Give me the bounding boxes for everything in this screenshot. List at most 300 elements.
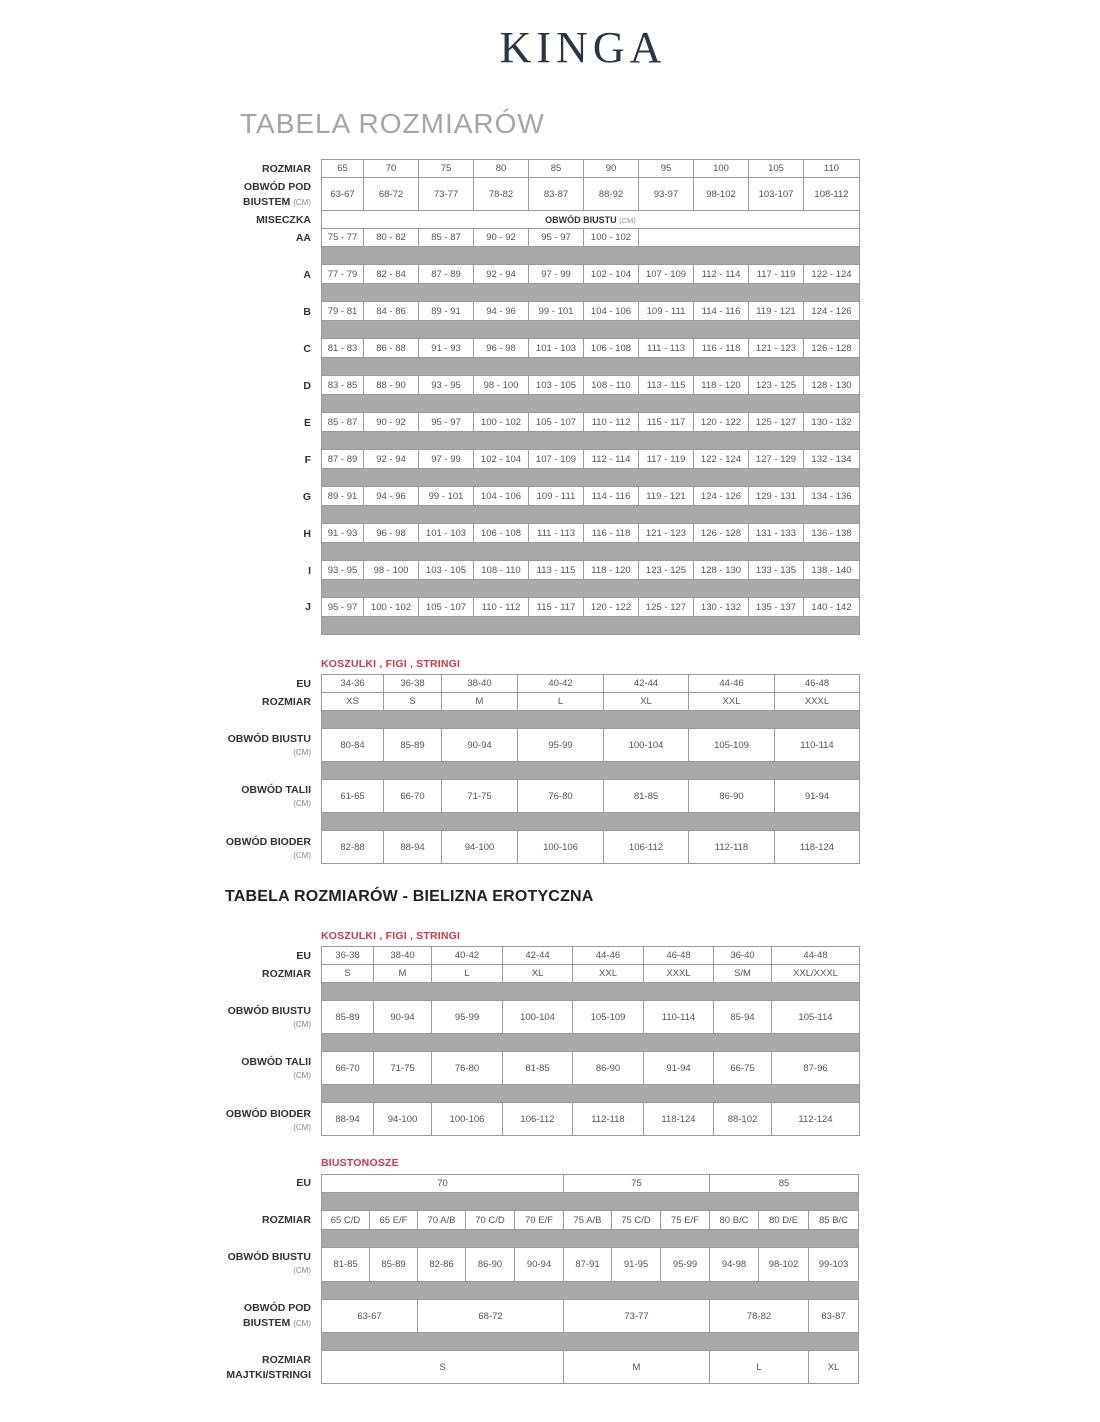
separator-cell	[322, 321, 860, 339]
bust-cell: 82-86	[418, 1248, 466, 1282]
size-cell: 70 E/F	[515, 1211, 564, 1230]
size-cell: 80	[474, 160, 529, 178]
eu-row	[322, 1175, 859, 1193]
bust-row	[322, 1001, 860, 1034]
waist-cell: 87-96	[772, 1052, 860, 1085]
separator-row	[322, 1193, 859, 1211]
cup-label: F	[304, 454, 311, 466]
cup-row	[322, 302, 860, 321]
bust-cell: 99 - 101	[419, 487, 474, 506]
separator-cell	[322, 247, 860, 265]
separator-cell	[322, 580, 860, 598]
bras-subtitle: BIUSTONOSZE	[321, 1157, 399, 1169]
separator-cell	[322, 358, 860, 376]
separator-cell	[322, 1230, 859, 1248]
label-size: ROZMIAR	[262, 968, 311, 980]
bust-cell: 77 - 79	[322, 265, 364, 284]
waist-row	[322, 780, 860, 813]
bust-cell: 123 - 125	[749, 376, 804, 395]
separator-cell	[322, 1333, 859, 1351]
bust-cell: 112 - 114	[694, 265, 749, 284]
bust-cell: 96 - 98	[474, 339, 529, 358]
panty-cell: M	[564, 1351, 710, 1384]
bust-cell: 103 - 105	[419, 561, 474, 580]
bust-cell: 134 - 136	[804, 487, 860, 506]
bust-cell: 96 - 98	[364, 524, 419, 543]
waist-cell: 61-65	[322, 780, 384, 813]
empty-cell	[639, 229, 860, 247]
bust-cell: 125 - 127	[639, 598, 694, 617]
bust-cell: 80 - 82	[364, 229, 419, 247]
bust-cell: 122 - 124	[804, 265, 860, 284]
bust-cell: 98-102	[759, 1248, 809, 1282]
bras-size-table	[321, 1174, 859, 1384]
size-row	[322, 1211, 859, 1230]
hips-cell: 88-94	[322, 1103, 374, 1136]
panty-cell: L	[710, 1351, 809, 1384]
hips-cell: 100-106	[518, 831, 604, 864]
bust-cell: 93 - 95	[322, 561, 364, 580]
bust-cell: 123 - 125	[639, 561, 694, 580]
bust-cell: 82 - 84	[364, 265, 419, 284]
size-cell: 65	[322, 160, 364, 178]
underbust-cell: 68-72	[364, 178, 419, 211]
bust-cell: 130 - 132	[694, 598, 749, 617]
bust-cell: 110-114	[775, 729, 860, 762]
hips-row	[322, 831, 860, 864]
bust-cell: 90 - 92	[474, 229, 529, 247]
eu-cell: 36-38	[384, 675, 442, 693]
waist-cell: 91-94	[644, 1052, 714, 1085]
separator-cell	[322, 1282, 859, 1300]
separator-cell	[322, 1085, 860, 1103]
eu-cell: 44-48	[772, 947, 860, 965]
panty-cell: S	[322, 1351, 564, 1384]
separator-cell	[322, 711, 860, 729]
bust-cell: 105-109	[573, 1001, 644, 1034]
size-cell: L	[432, 965, 503, 983]
separator-row	[322, 247, 860, 265]
bust-cell: 80-84	[322, 729, 384, 762]
bust-cell: 105-114	[772, 1001, 860, 1034]
underbust-cell: 83-87	[529, 178, 584, 211]
bust-cell: 91-95	[612, 1248, 661, 1282]
bust-cell: 114 - 116	[694, 302, 749, 321]
separator-row	[322, 506, 860, 524]
bust-cell: 116 - 118	[694, 339, 749, 358]
bust-cell: 94-98	[710, 1248, 759, 1282]
underbust-cell: 73-77	[564, 1300, 710, 1333]
separator-cell	[322, 983, 860, 1001]
separator-row	[322, 580, 860, 598]
label-waist: OBWÓD TALII (CM)	[241, 1056, 311, 1080]
eu-cell: 44-46	[573, 947, 644, 965]
eu-cell: 46-48	[644, 947, 714, 965]
bust-cell: 124 - 126	[804, 302, 860, 321]
bust-cell: 114 - 116	[584, 487, 639, 506]
bust-cell: 108 - 110	[584, 376, 639, 395]
size-cell: XS	[322, 693, 384, 711]
underbust-cell: 78-82	[474, 178, 529, 211]
underbust-row	[322, 178, 860, 211]
bust-cell: 81-85	[322, 1248, 370, 1282]
bust-header-cell: OBWÓD BIUSTU (CM)	[322, 211, 860, 229]
eu-cell: 34-36	[322, 675, 384, 693]
eu-cell: 75	[564, 1175, 710, 1193]
bust-cell: 95 - 97	[322, 598, 364, 617]
bust-cell: 97 - 99	[419, 450, 474, 469]
bust-cell: 116 - 118	[584, 524, 639, 543]
label-size: ROZMIAR	[262, 163, 311, 175]
cup-label: A	[303, 269, 311, 281]
cup-label: G	[302, 491, 311, 503]
label-bust: OBWÓD BIUSTU (CM)	[227, 1005, 311, 1029]
eu-cell: 40-42	[432, 947, 503, 965]
waist-cell: 81-85	[503, 1052, 573, 1085]
separator-row	[322, 395, 860, 413]
size-cell: S	[322, 965, 374, 983]
underbust-cell: 88-92	[584, 178, 639, 211]
eu-cell: 38-40	[374, 947, 432, 965]
bust-cell: 97 - 99	[529, 265, 584, 284]
size-cell: 80 D/E	[759, 1211, 809, 1230]
bust-cell: 106 - 108	[584, 339, 639, 358]
cup-row	[322, 376, 860, 395]
bust-cell: 95-99	[432, 1001, 503, 1034]
bust-cell: 83 - 85	[322, 376, 364, 395]
bust-cell: 90-94	[442, 729, 518, 762]
bust-cell: 91 - 93	[419, 339, 474, 358]
bust-cell: 109 - 111	[529, 487, 584, 506]
bust-cell: 119 - 121	[749, 302, 804, 321]
bust-cell: 85-89	[322, 1001, 374, 1034]
separator-cell	[322, 432, 860, 450]
hips-cell: 106-112	[503, 1103, 573, 1136]
bust-cell: 129 - 131	[749, 487, 804, 506]
size-cell: 110	[804, 160, 860, 178]
bust-cell: 91 - 93	[322, 524, 364, 543]
bust-cell: 113 - 115	[639, 376, 694, 395]
label-underbust: OBWÓD POD BIUSTEM (CM)	[243, 181, 311, 208]
bust-cell: 100 - 102	[364, 598, 419, 617]
underbust-cell: 63-67	[322, 1300, 418, 1333]
bust-cell: 88 - 90	[364, 376, 419, 395]
bust-cell: 89 - 91	[322, 487, 364, 506]
cup-label: D	[303, 380, 311, 392]
separator-cell	[322, 617, 860, 635]
bust-cell: 85-89	[384, 729, 442, 762]
cup-row	[322, 561, 860, 580]
size-cell: XXXL	[775, 693, 860, 711]
bust-cell: 111 - 113	[529, 524, 584, 543]
size-cell: 65 E/F	[370, 1211, 418, 1230]
label-waist: OBWÓD TALII (CM)	[241, 784, 311, 808]
eu-cell: 42-44	[604, 675, 689, 693]
hips-cell: 106-112	[604, 831, 689, 864]
separator-row	[322, 469, 860, 487]
separator-cell	[322, 543, 860, 561]
separator-row	[322, 1034, 860, 1052]
hips-cell: 118-124	[644, 1103, 714, 1136]
bust-header-row	[322, 211, 860, 229]
separator-cell	[322, 395, 860, 413]
waist-cell: 86-90	[689, 780, 775, 813]
bust-cell: 105 - 107	[529, 413, 584, 432]
bust-cell: 102 - 104	[474, 450, 529, 469]
eu-cell: 40-42	[518, 675, 604, 693]
bra-size-table	[321, 159, 860, 635]
cup-row	[322, 598, 860, 617]
bust-cell: 124 - 126	[694, 487, 749, 506]
bust-cell: 126 - 128	[694, 524, 749, 543]
label-cup: MISECZKA	[256, 214, 311, 226]
tops-subtitle: KOSZULKI , FIGI , STRINGI	[321, 658, 461, 670]
bust-cell: 81 - 83	[322, 339, 364, 358]
waist-cell: 76-80	[432, 1052, 503, 1085]
size-row	[322, 965, 860, 983]
size-cell: 65 C/D	[322, 1211, 370, 1230]
size-cell: L	[518, 693, 604, 711]
bust-cell: 111 - 113	[639, 339, 694, 358]
bust-cell: 119 - 121	[639, 487, 694, 506]
bust-cell: 85-89	[370, 1248, 418, 1282]
separator-cell	[322, 469, 860, 487]
bust-cell: 110 - 112	[584, 413, 639, 432]
label-hips: OBWÓD BIODER (CM)	[225, 836, 311, 860]
bras-label-panty: ROZMIAR MAJTKI/STRINGI	[226, 1354, 311, 1381]
bust-cell: 101 - 103	[419, 524, 474, 543]
eu-cell: 42-44	[503, 947, 573, 965]
waist-cell: 66-70	[384, 780, 442, 813]
bust-cell: 105-109	[689, 729, 775, 762]
size-cell: 105	[749, 160, 804, 178]
separator-row	[322, 1085, 860, 1103]
size-cell: 70 C/D	[466, 1211, 515, 1230]
bust-cell: 86 - 88	[364, 339, 419, 358]
bras-label-underbust: OBWÓD POD BIUSTEM (CM)	[243, 1302, 311, 1329]
eu-cell: 44-46	[689, 675, 775, 693]
separator-cell	[322, 284, 860, 302]
bust-cell: 86-90	[466, 1248, 515, 1282]
bust-cell: 133 - 135	[749, 561, 804, 580]
underbust-cell: 93-97	[639, 178, 694, 211]
bust-cell: 120 - 122	[584, 598, 639, 617]
separator-row	[322, 983, 860, 1001]
cup-row	[322, 487, 860, 506]
bust-cell: 121 - 123	[639, 524, 694, 543]
bust-row	[322, 729, 860, 762]
separator-cell	[322, 1034, 860, 1052]
bust-cell: 105 - 107	[419, 598, 474, 617]
bust-cell: 90-94	[374, 1001, 432, 1034]
size-cell: XL	[503, 965, 573, 983]
bust-cell: 122 - 124	[694, 450, 749, 469]
cup-row	[322, 339, 860, 358]
size-cell: 75 A/B	[564, 1211, 612, 1230]
bust-cell: 85 - 87	[322, 413, 364, 432]
waist-cell: 71-75	[442, 780, 518, 813]
hips-cell: 112-118	[689, 831, 775, 864]
bust-cell: 136 - 138	[804, 524, 860, 543]
bust-cell: 104 - 106	[584, 302, 639, 321]
bust-cell: 98 - 100	[364, 561, 419, 580]
separator-row	[322, 1333, 859, 1351]
underbust-row	[322, 1300, 859, 1333]
size-cell: 75 C/D	[612, 1211, 661, 1230]
tops-size-table	[321, 674, 860, 864]
size-cell: 85	[529, 160, 584, 178]
underbust-cell: 98-102	[694, 178, 749, 211]
size-cell: M	[374, 965, 432, 983]
waist-cell: 81-85	[604, 780, 689, 813]
bust-cell: 106 - 108	[474, 524, 529, 543]
bust-cell: 100-104	[503, 1001, 573, 1034]
separator-cell	[322, 506, 860, 524]
cup-row	[322, 229, 860, 247]
bust-cell: 84 - 86	[364, 302, 419, 321]
bust-cell: 90-94	[515, 1248, 564, 1282]
bust-cell: 87-91	[564, 1248, 612, 1282]
size-cell: XXL	[573, 965, 644, 983]
size-cell: 90	[584, 160, 639, 178]
bust-cell: 95 - 97	[529, 229, 584, 247]
bust-cell: 132 - 134	[804, 450, 860, 469]
hips-cell: 112-118	[573, 1103, 644, 1136]
bust-cell: 110 - 112	[474, 598, 529, 617]
cup-label: B	[303, 306, 311, 318]
bust-row	[322, 1248, 859, 1282]
cup-row	[322, 265, 860, 284]
bust-cell: 110-114	[644, 1001, 714, 1034]
panty-row	[322, 1351, 859, 1384]
bust-cell: 109 - 111	[639, 302, 694, 321]
sizes-row	[322, 160, 860, 178]
hips-cell: 100-106	[432, 1103, 503, 1136]
bust-cell: 118 - 120	[694, 376, 749, 395]
hips-cell: 82-88	[322, 831, 384, 864]
size-cell: XL	[604, 693, 689, 711]
waist-cell: 71-75	[374, 1052, 432, 1085]
bust-cell: 95-99	[518, 729, 604, 762]
erotic-section-title: TABELA ROZMIARÓW - BIELIZNA EROTYCZNA	[225, 888, 594, 905]
size-cell: XXL/XXXL	[772, 965, 860, 983]
bust-cell: 99 - 101	[529, 302, 584, 321]
separator-row	[322, 321, 860, 339]
waist-cell: 91-94	[775, 780, 860, 813]
underbust-cell: 68-72	[418, 1300, 564, 1333]
separator-cell	[322, 813, 860, 831]
bras-label-size: ROZMIAR	[262, 1214, 311, 1226]
bust-cell: 101 - 103	[529, 339, 584, 358]
size-cell: S/M	[714, 965, 772, 983]
bust-cell: 115 - 117	[529, 598, 584, 617]
separator-row	[322, 1282, 859, 1300]
waist-cell: 66-75	[714, 1052, 772, 1085]
bust-cell: 100 - 102	[584, 229, 639, 247]
size-cell: XXL	[689, 693, 775, 711]
cup-label: E	[303, 417, 311, 429]
page-title: TABELA ROZMIARÓW	[240, 108, 545, 139]
bust-cell: 117 - 119	[749, 265, 804, 284]
bust-cell: 135 - 137	[749, 598, 804, 617]
cup-row	[322, 450, 860, 469]
size-row	[322, 693, 860, 711]
size-cell: 100	[694, 160, 749, 178]
label-bust: OBWÓD BIUSTU (CM)	[227, 733, 311, 757]
bust-cell: 89 - 91	[419, 302, 474, 321]
underbust-cell: 63-67	[322, 178, 364, 211]
size-cell: 80 B/C	[710, 1211, 759, 1230]
hips-row	[322, 1103, 860, 1136]
bust-cell: 128 - 130	[694, 561, 749, 580]
size-cell: 75 E/F	[661, 1211, 710, 1230]
bust-cell: 103 - 105	[529, 376, 584, 395]
bust-cell: 121 - 123	[749, 339, 804, 358]
bust-cell: 115 - 117	[639, 413, 694, 432]
separator-row	[322, 432, 860, 450]
underbust-cell: 78-82	[710, 1300, 809, 1333]
eu-cell: 70	[322, 1175, 564, 1193]
bust-cell: 138 - 140	[804, 561, 860, 580]
eu-cell: 36-38	[322, 947, 374, 965]
bust-cell: 107 - 109	[639, 265, 694, 284]
bust-cell: 131 - 133	[749, 524, 804, 543]
bust-cell: 87 - 89	[322, 450, 364, 469]
erotic-size-table	[321, 946, 860, 1136]
cup-row	[322, 413, 860, 432]
bust-cell: 118 - 120	[584, 561, 639, 580]
separator-row	[322, 762, 860, 780]
bust-cell: 100-104	[604, 729, 689, 762]
waist-cell: 86-90	[573, 1052, 644, 1085]
bust-cell: 112 - 114	[584, 450, 639, 469]
bust-cell: 113 - 115	[529, 561, 584, 580]
label-size: ROZMIAR	[262, 696, 311, 708]
hips-cell: 94-100	[442, 831, 518, 864]
bust-cell: 117 - 119	[639, 450, 694, 469]
bust-cell: 120 - 122	[694, 413, 749, 432]
size-cell: 75	[419, 160, 474, 178]
separator-row	[322, 711, 860, 729]
eu-row	[322, 675, 860, 693]
cup-label: C	[303, 343, 311, 355]
bust-cell: 93 - 95	[419, 376, 474, 395]
separator-row	[322, 358, 860, 376]
waist-row	[322, 1052, 860, 1085]
size-cell: XXXL	[644, 965, 714, 983]
bust-cell: 90 - 92	[364, 413, 419, 432]
bust-cell: 100 - 102	[474, 413, 529, 432]
size-cell: M	[442, 693, 518, 711]
waist-cell: 76-80	[518, 780, 604, 813]
size-cell: 95	[639, 160, 694, 178]
bust-cell: 94 - 96	[364, 487, 419, 506]
eu-cell: 46-48	[775, 675, 860, 693]
bust-cell: 128 - 130	[804, 376, 860, 395]
size-cell: S	[384, 693, 442, 711]
bust-cell: 102 - 104	[584, 265, 639, 284]
bust-cell: 125 - 127	[749, 413, 804, 432]
separator-cell	[322, 1193, 859, 1211]
separator-row	[322, 284, 860, 302]
bust-cell: 107 - 109	[529, 450, 584, 469]
bust-cell: 130 - 132	[804, 413, 860, 432]
waist-cell: 66-70	[322, 1052, 374, 1085]
bust-cell: 92 - 94	[364, 450, 419, 469]
label-hips: OBWÓD BIODER (CM)	[225, 1108, 311, 1132]
bust-cell: 85 - 87	[419, 229, 474, 247]
bust-cell: 94 - 96	[474, 302, 529, 321]
